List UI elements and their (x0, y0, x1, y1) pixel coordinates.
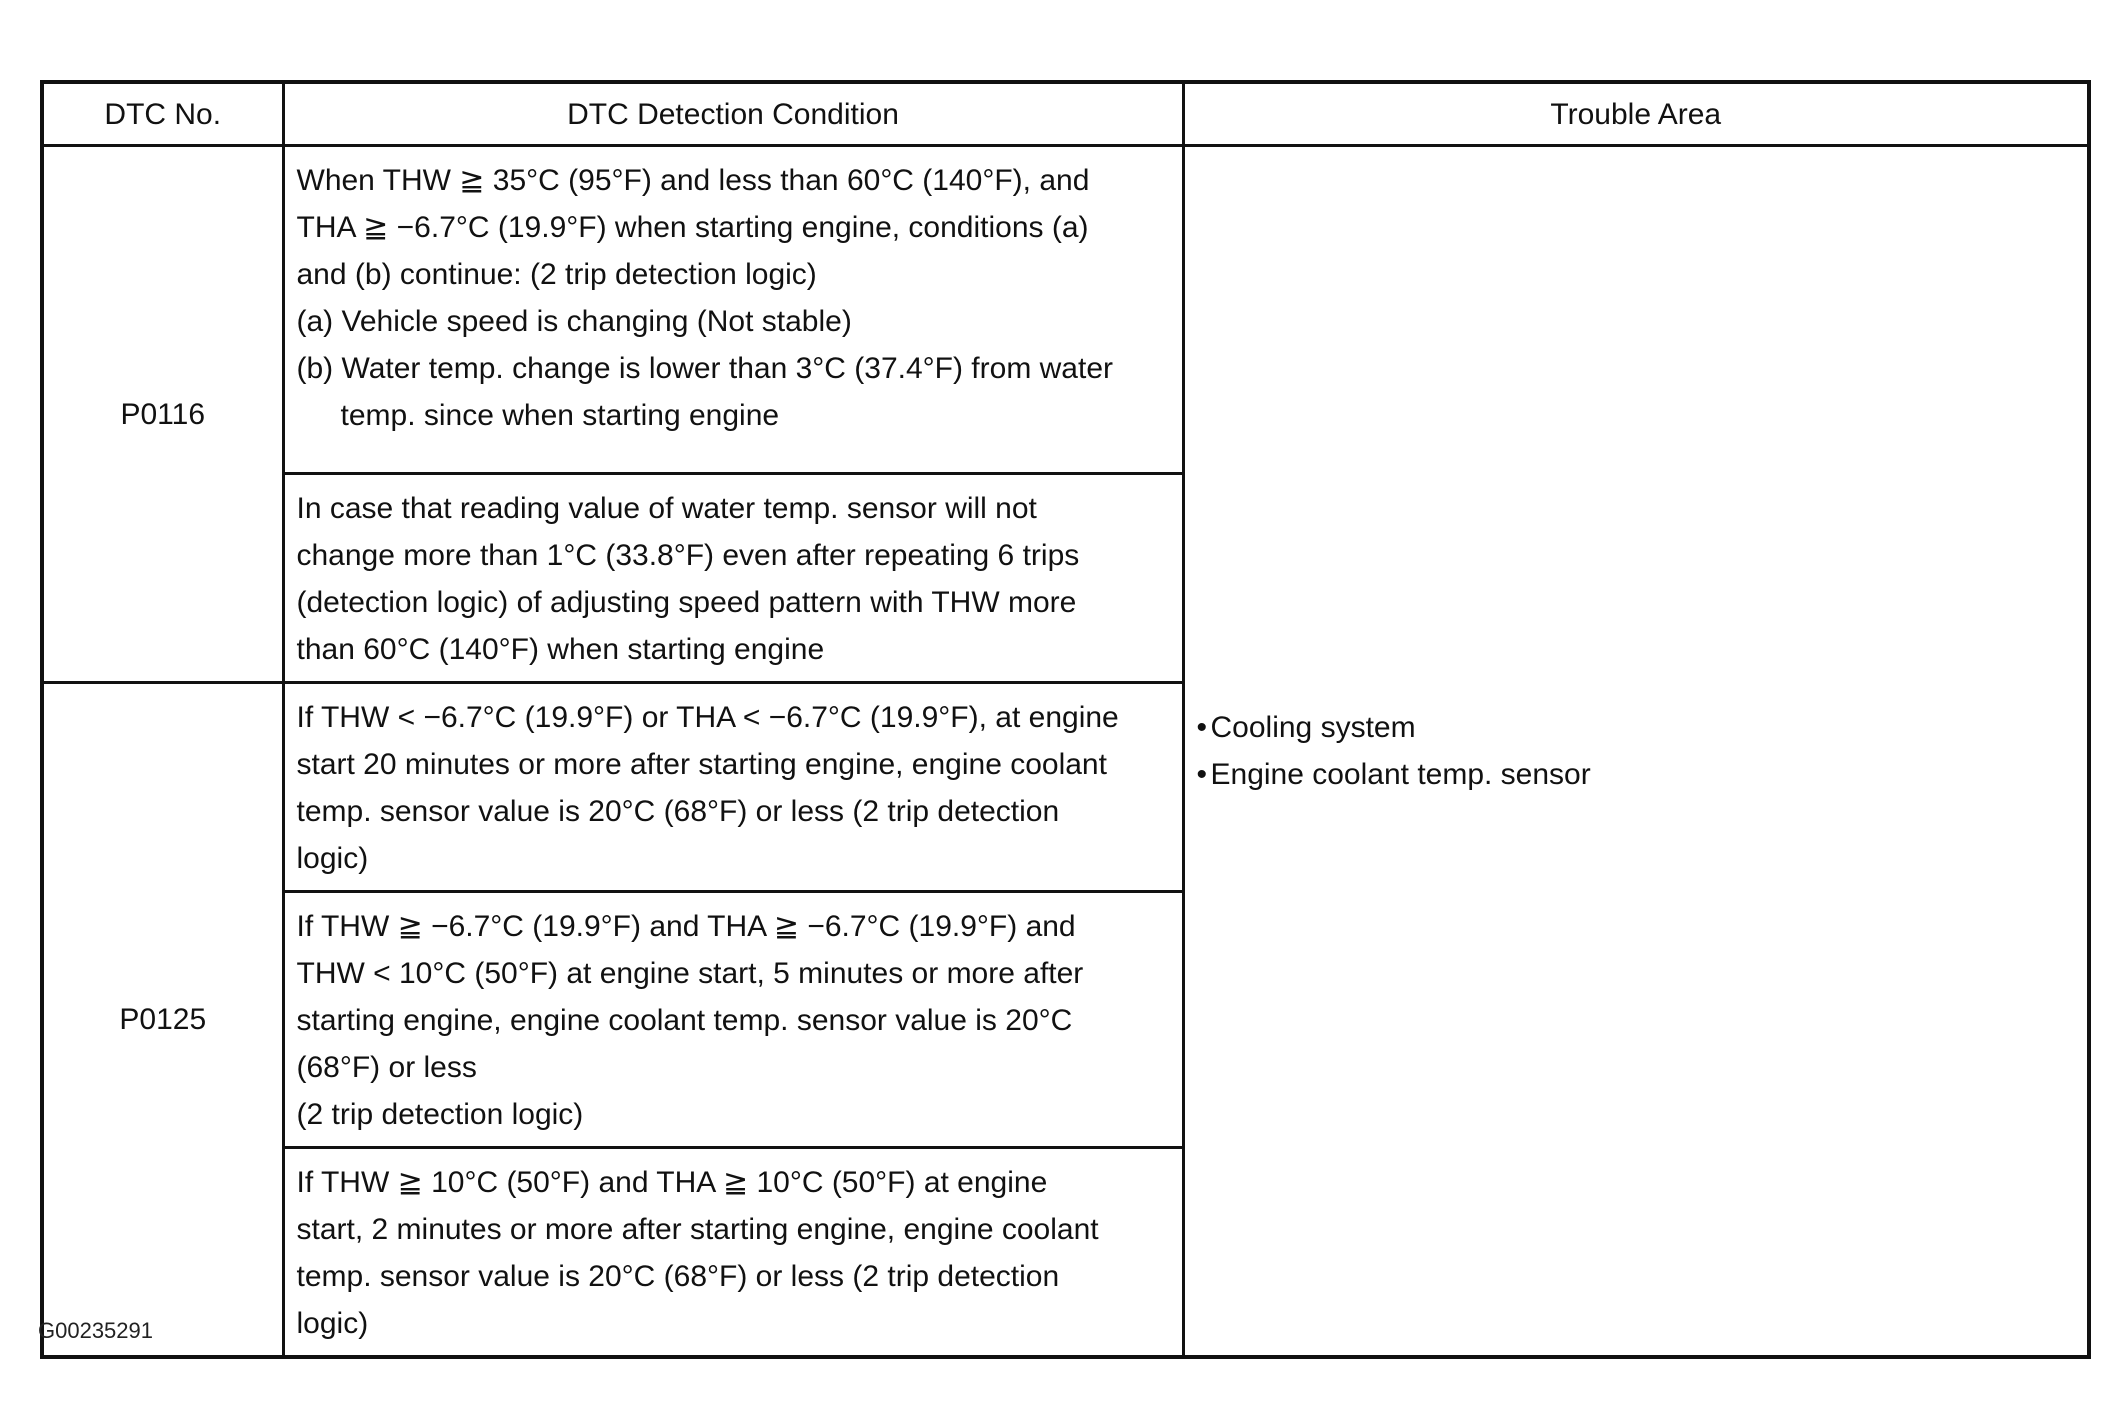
condition-line: temp. since when starting engine (340, 399, 780, 432)
condition-line: than 60°C (140°F) when starting engine (296, 633, 825, 666)
condition-line: starting engine, engine coolant temp. sensor value is 20°C (296, 1004, 1073, 1037)
dtc-code-p0125: P0125 (42, 683, 283, 1358)
condition-line: logic) (296, 842, 369, 875)
condition-line: and (b) continue: (2 trip detection logic) (296, 258, 817, 291)
condition-cell (283, 892, 1183, 1148)
condition-line: logic) (296, 1307, 369, 1340)
condition-cell (283, 683, 1183, 892)
condition-line: THW < 10°C (50°F) at engine start, 5 minutes or more after (296, 957, 1084, 990)
header-dtc-no: DTC No. (42, 82, 283, 146)
trouble-area-text: Cooling system (1210, 711, 1416, 744)
condition-line: When THW ≧ 35°C (95°F) and less than 60°C (140°F), and (296, 164, 1090, 197)
condition-line: start, 2 minutes or more after starting engine, engine coolant (296, 1213, 1099, 1246)
condition-line: If THW < −6.7°C (19.9°F) or THA < −6.7°C (19.9°F), at engine (296, 701, 1119, 734)
condition-cell (283, 1148, 1183, 1358)
condition-line: (b) Water temp. change is lower than 3°C (37.4°F) from water (296, 352, 1114, 385)
condition-line: (2 trip detection logic) (296, 1098, 584, 1131)
condition-line: THA ≧ −6.7°C (19.9°F) when starting engine, conditions (a) (296, 211, 1089, 244)
dtc-table (40, 80, 2091, 1359)
condition-line: (68°F) or less (296, 1051, 477, 1084)
header-trouble-area: Trouble Area (1183, 82, 2089, 146)
condition-line: start 20 minutes or more after starting engine, engine coolant (296, 748, 1107, 781)
table-row (42, 146, 2089, 474)
condition-cell (283, 474, 1183, 683)
condition-line: (detection logic) of adjusting speed pattern with THW more (296, 586, 1077, 619)
condition-line: change more than 1°C (33.8°F) even after repeating 6 trips (296, 539, 1080, 572)
figure-code: G00235291 (38, 1318, 153, 1343)
trouble-area-text: Engine coolant temp. sensor (1210, 758, 1591, 791)
table-header-row (42, 82, 2089, 146)
bullet-icon: • (1196, 711, 1208, 744)
bullet-icon: • (1196, 758, 1208, 791)
condition-line: temp. sensor value is 20°C (68°F) or less (2 trip detection (296, 1260, 1060, 1293)
condition-line: (a) Vehicle speed is changing (Not stable) (296, 305, 852, 338)
condition-line: If THW ≧ −6.7°C (19.9°F) and THA ≧ −6.7°C (19.9°F) and (296, 910, 1076, 943)
condition-line: If THW ≧ 10°C (50°F) and THA ≧ 10°C (50°F) at engine (296, 1166, 1048, 1199)
condition-line: temp. sensor value is 20°C (68°F) or less (2 trip detection (296, 795, 1060, 828)
condition-line: In case that reading value of water temp. sensor will not (296, 492, 1037, 525)
trouble-area-item (1197, 751, 2074, 798)
trouble-area-item (1197, 704, 2074, 751)
condition-cell (283, 146, 1183, 474)
header-detection-condition: DTC Detection Condition (283, 82, 1183, 146)
trouble-area-cell (1183, 146, 2089, 1358)
dtc-code-p0116: P0116 (42, 146, 283, 683)
